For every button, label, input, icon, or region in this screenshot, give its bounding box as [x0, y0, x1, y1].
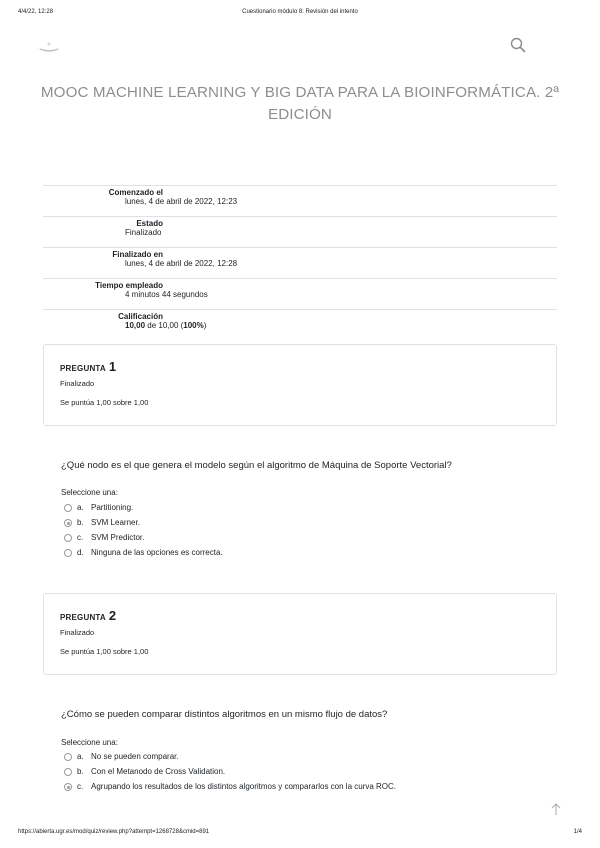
- summary-row-started: [43, 185, 557, 216]
- answer-text: No se pueden comparar.: [91, 752, 179, 761]
- radio-button-selected[interactable]: [64, 783, 72, 791]
- radio-button[interactable]: [64, 753, 72, 761]
- radio-button[interactable]: [64, 504, 72, 512]
- grade-close: ): [203, 321, 207, 330]
- answer-text: SVM Learner.: [91, 518, 140, 527]
- print-page-number: 1/4: [573, 829, 582, 835]
- question-grade: Se puntúa 1,00 sobre 1,00: [60, 647, 149, 656]
- course-title: MOOC MACHINE LEARNING Y BIG DATA PARA LA BIOINFORMÁTICA. 2ª EDICIÓN: [40, 84, 560, 123]
- question-number: 1: [108, 359, 117, 374]
- summary-value: 4 minutos 44 segundos: [125, 290, 208, 299]
- summary-row-time-taken: [43, 278, 557, 309]
- question-heading: [60, 608, 116, 623]
- summary-value: Finalizado: [125, 228, 162, 237]
- summary-value: lunes, 4 de abril de 2022, 12:28: [125, 259, 238, 268]
- question-label: PREGUNTA: [60, 613, 106, 622]
- question-text-1: ¿Qué nodo es el que genera el modelo según el algoritmo de Máquina de Soporte Vectorial?: [61, 460, 452, 471]
- answer-letter: c.: [77, 782, 84, 791]
- site-logo[interactable]: [36, 38, 62, 56]
- summary-grade-value: [125, 321, 206, 330]
- question-grade: Se puntúa 1,00 sobre 1,00: [60, 398, 149, 407]
- print-doc-title: Cuestionario módulo 8: Revisión del intento: [242, 9, 358, 15]
- answer-prompt-1: Seleccione una:: [61, 488, 118, 497]
- question-info-1: [43, 344, 557, 426]
- attempt-summary-table: [43, 185, 557, 340]
- answer-letter: b.: [77, 518, 84, 527]
- print-datetime: 4/4/22, 12:28: [18, 9, 54, 15]
- question-state: Finalizado: [60, 379, 95, 388]
- radio-button[interactable]: [64, 549, 72, 557]
- summary-label: Tiempo empleado: [95, 281, 163, 290]
- summary-row-state: [43, 216, 557, 247]
- radio-button-selected[interactable]: [64, 519, 72, 527]
- question-heading: [60, 359, 116, 374]
- answer-text: Ninguna de las opciones es correcta.: [91, 548, 223, 557]
- print-header: [18, 9, 582, 21]
- summary-value: lunes, 4 de abril de 2022, 12:23: [125, 197, 238, 206]
- answer-letter: a.: [77, 752, 84, 761]
- answer-prompt-2: Seleccione una:: [61, 738, 118, 747]
- answer-text: Con el Metanodo de Cross Validation.: [91, 767, 226, 776]
- summary-label: Estado: [136, 219, 163, 228]
- search-icon[interactable]: [509, 36, 527, 54]
- answer-text: Partitioning.: [91, 503, 134, 512]
- answer-letter: a.: [77, 503, 84, 512]
- summary-label: Comenzado el: [108, 188, 163, 197]
- summary-row-finished: [43, 247, 557, 278]
- summary-row-grade: [43, 309, 557, 340]
- grade-percent: 100%: [183, 321, 204, 330]
- question-info-2: [43, 593, 557, 675]
- arrow-up-icon[interactable]: [550, 802, 562, 816]
- grade-of: de 10,00 (: [145, 321, 184, 330]
- answer-letter: b.: [77, 767, 84, 776]
- radio-button[interactable]: [64, 768, 72, 776]
- summary-label: Finalizado en: [112, 250, 163, 259]
- answer-letter: c.: [77, 533, 84, 542]
- answer-letter: d.: [77, 548, 84, 557]
- question-text-2: ¿Cómo se pueden comparar distintos algoritmos en un mismo flujo de datos?: [61, 709, 388, 720]
- answer-text: SVM Predictor.: [91, 533, 145, 542]
- question-state: Finalizado: [60, 628, 95, 637]
- print-footer: [18, 829, 582, 839]
- print-url: https://abierta.ugr.es/mod/quiz/review.php?attempt=1268728&cmid=891: [18, 829, 210, 835]
- question-number: 2: [108, 608, 117, 623]
- summary-label: Calificación: [118, 312, 163, 321]
- answer-text: Agrupando los resultados de los distintos algoritmos y compararlos con la curva ROC.: [91, 782, 397, 791]
- grade-score: 10,00: [125, 321, 146, 330]
- question-label: PREGUNTA: [60, 364, 106, 373]
- radio-button[interactable]: [64, 534, 72, 542]
